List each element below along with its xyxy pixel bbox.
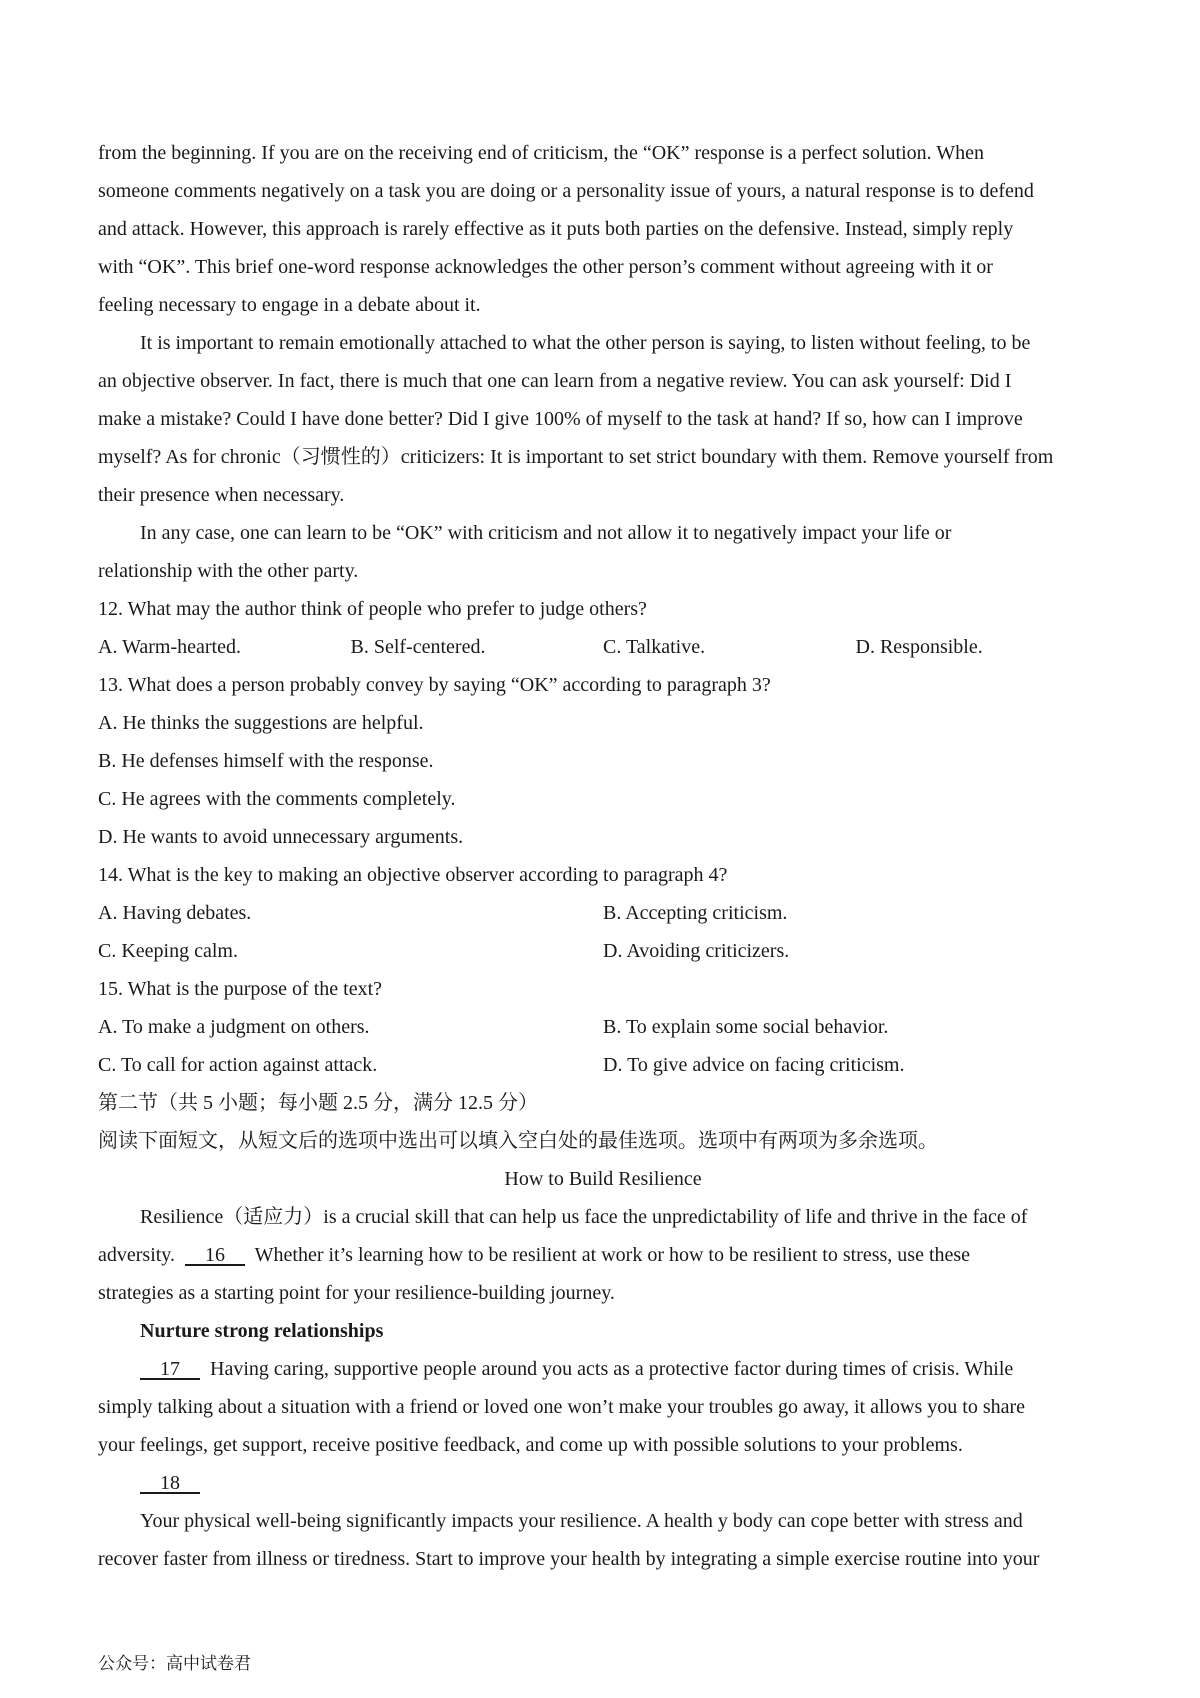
question-13 (98, 666, 1108, 856)
text-line: feeling necessary to engage in a debate about it. (98, 294, 481, 316)
section-instruction: 阅读下面短文，从短文后的选项中选出可以填入空白处的最佳选项。选项中有两项为多余选项。 (98, 1130, 938, 1152)
option-d: D. He wants to avoid unnecessary arguments. (98, 826, 464, 848)
question-14 (98, 856, 1108, 970)
question-stem: 13. What does a person probably convey by saying “OK” according to paragraph 3? (98, 674, 771, 696)
question-options (98, 932, 1108, 970)
page-content (98, 134, 1108, 1578)
question-stem: 14. What is the key to making an objective observer according to paragraph 4? (98, 864, 728, 886)
option-a: A. Having debates. (98, 902, 252, 924)
text-line: an objective observer. In fact, there is much that one can learn from a negative review. You can ask yourself: Did I (98, 370, 1012, 392)
option-b: B. He defenses himself with the response. (98, 750, 434, 772)
text-segment: Having caring, supportive people around you acts as a protective factor during times of crisis. While (200, 1358, 1014, 1380)
option-c: C. He agrees with the comments completely. (98, 788, 456, 810)
option-b: B. Self-centered. (350, 636, 486, 658)
text-line: simply talking about a situation with a friend or loved one won’t make your troubles go away, it allows you to share (98, 1396, 1026, 1418)
text-line: recover faster from illness or tiredness. Start to improve your health by integrating a simple exercise routine into your (98, 1548, 1040, 1570)
text-line: their presence when necessary. (98, 484, 345, 506)
option-a: A. Warm-hearted. (98, 636, 241, 658)
text-segment: adversity. (98, 1244, 186, 1266)
blank-17[interactable]: 17 (140, 1358, 200, 1380)
question-stem: 12. What may the author think of people who prefer to judge others? (98, 598, 647, 620)
blank-18[interactable]: 18 (140, 1472, 200, 1494)
paragraph-physical-wellbeing (98, 1502, 1108, 1578)
text-line: In any case, one can learn to be “OK” with criticism and not allow it to negatively impact your life or (140, 522, 952, 544)
text-line: and attack. However, this approach is rarely effective as it puts both parties on the defensive. Instead, simply reply (98, 218, 1014, 240)
option-b: B. Accepting criticism. (603, 902, 788, 924)
footer-source: 公众号：高中试卷君 (98, 1654, 251, 1673)
blank-heading-line (98, 1464, 1108, 1502)
option-c: C. Keeping calm. (98, 940, 238, 962)
text-line: someone comments negatively on a task you are doing or a personality issue of yours, a natural response is to defend (98, 180, 1034, 202)
question-15 (98, 970, 1108, 1084)
option-c: C. To call for action against attack. (98, 1054, 378, 1076)
question-options (98, 628, 1108, 666)
question-options (98, 1046, 1108, 1084)
option-d: D. Avoiding criticizers. (603, 940, 790, 962)
section-heading: 第二节（共 5 小题；每小题 2.5 分，满分 12.5 分） (98, 1092, 538, 1114)
paragraph-resilience-intro (98, 1198, 1108, 1312)
text-line: It is important to remain emotionally attached to what the other person is saying, to listen without feeling, to be (140, 332, 1031, 354)
text-line: Resilience（适应力）is a crucial skill that can help us face the unpredictability of life and thrive in the face of (140, 1206, 1028, 1228)
text-line: from the beginning. If you are on the receiving end of criticism, the “OK” response is a perfect solution. When (98, 142, 985, 164)
text-segment: Whether it’s learning how to be resilient at work or how to be resilient to stress, use these (245, 1244, 971, 1266)
text-line: make a mistake? Could I have done better? Did I give 100% of myself to the task at hand? If so, how can I improve (98, 408, 1023, 430)
question-12 (98, 590, 1108, 666)
text-line: relationship with the other party. (98, 560, 359, 582)
text-line: Your physical well-being significantly impacts your resilience. A health y body can cope better with stress and (140, 1510, 1023, 1532)
text-line: strategies as a starting point for your resilience-building journey. (98, 1282, 615, 1304)
option-a: A. To make a judgment on others. (98, 1016, 370, 1038)
option-a: A. He thinks the suggestions are helpful. (98, 712, 424, 734)
option-d: D. Responsible. (855, 636, 983, 658)
option-c: C. Talkative. (603, 636, 706, 658)
passage-title: How to Build Resilience (504, 1168, 702, 1190)
question-stem: 15. What is the purpose of the text? (98, 978, 383, 1000)
text-line: with “OK”. This brief one-word response acknowledges the other person’s comment without agreeing with it or (98, 256, 993, 278)
subheading: Nurture strong relationships (140, 1320, 384, 1342)
question-options (98, 894, 1108, 932)
option-d: D. To give advice on facing criticism. (603, 1054, 905, 1076)
paragraph-relationships (98, 1350, 1108, 1464)
option-b: B. To explain some social behavior. (603, 1016, 889, 1038)
paragraph-objective-observer (98, 324, 1108, 514)
question-options (98, 1008, 1108, 1046)
text-line (98, 1350, 1108, 1388)
text-line: your feelings, get support, receive positive feedback, and come up with possible solutions to your problems. (98, 1434, 963, 1456)
paragraph-ok-response (98, 134, 1108, 324)
text-line (98, 1236, 1108, 1274)
blank-16[interactable]: 16 (185, 1244, 246, 1266)
text-line: myself? As for chronic（习惯性的）criticizers: It is important to set strict boundary with them. Remove yourself from (98, 446, 1054, 468)
paragraph-conclusion (98, 514, 1108, 590)
